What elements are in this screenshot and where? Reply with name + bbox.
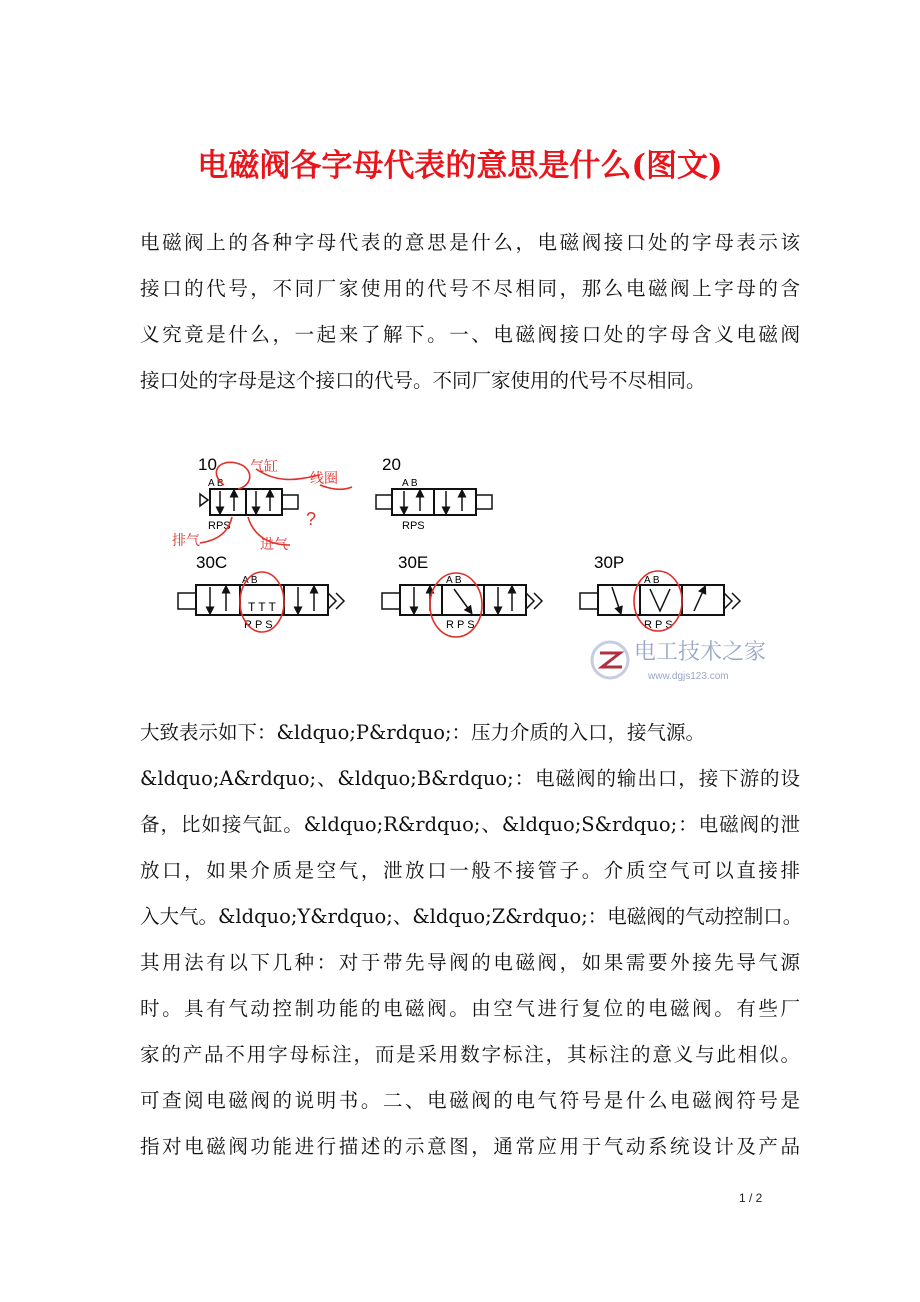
text-line: 义究竟是什么，一起来了解下。一、电磁阀接口处的字母含义电磁阀 (140, 323, 800, 346)
valve-diagram (170, 445, 770, 695)
page-number: 1 / 2 (739, 1191, 763, 1205)
annotation-text: 进气 (260, 536, 288, 552)
text-line: 接口处的字母是这个接口的代号。不同厂家使用的代号不尽相同。 (140, 369, 706, 392)
annotation-text: 排气 (172, 532, 200, 548)
valve-label: 30E (398, 553, 429, 572)
annotation-text: 气缸 (250, 458, 278, 474)
text-line: 家的产品不用字母标注，而是采用数字标注，其标注的意义与此相似。 (140, 1043, 800, 1066)
watermark-url: www.dgjs123.com (648, 671, 729, 682)
intro-paragraph (140, 220, 800, 404)
port-label: R P S (644, 619, 673, 631)
text-line: 指对电磁阀功能进行描述的示意图，通常应用于气动系统设计及产品 (140, 1135, 800, 1158)
text-line: 接口的代号，不同厂家使用的代号不尽相同，那么电磁阀上字母的含 (140, 277, 800, 300)
valve-10 (198, 455, 298, 532)
port-label: R P S (446, 619, 475, 631)
port-label: A B (446, 575, 462, 586)
text-line: &ldquo;A&rdquo;、&ldquo;B&rdquo;：电磁阀的输出口，接下游的设 (140, 767, 800, 790)
port-label: A B (644, 575, 660, 586)
document-title: 电磁阀各字母代表的意思是什么(图文) (197, 148, 723, 184)
port-label: A B (402, 478, 418, 489)
text-line: 大致表示如下：&ldquo;P&rdquo;：压力介质的入口，接气源。 (140, 721, 706, 744)
text-line: 备，比如接气缸。&ldquo;R&rdquo;、&ldquo;S&rdquo;：电磁阀的泄 (140, 813, 800, 836)
valve-20 (376, 455, 492, 532)
annotation-text: ? (306, 509, 317, 529)
port-label: RPS (208, 520, 231, 532)
valve-label: 10 (198, 455, 217, 474)
body-paragraph (140, 710, 803, 1170)
valve-30e (382, 553, 542, 631)
port-label: A B (242, 575, 258, 586)
valve-label: 20 (382, 455, 401, 474)
valve-label: 30P (594, 553, 625, 572)
valve-30p (580, 553, 740, 631)
text-line: 放口，如果介质是空气，泄放口一般不接管子。介质空气可以直接排 (140, 859, 800, 882)
annotation-text: 线圈 (310, 470, 338, 486)
port-label: R P S (244, 619, 273, 631)
port-label: RPS (402, 520, 425, 532)
text-line: 可查阅电磁阀的说明书。二、电磁阀的电气符号是什么电磁阀符号是 (140, 1089, 800, 1112)
valve-diagram-figure (170, 445, 770, 695)
text-line: 入大气。&ldquo;Y&rdquo;、&ldquo;Z&rdquo;：电磁阀的气动控制口。 (140, 905, 803, 928)
text-line: 时。具有气动控制功能的电磁阀。由空气进行复位的电磁阀。有些厂 (140, 997, 800, 1020)
watermark-name: 电工技术之家 (634, 639, 767, 664)
text-line: 电磁阀上的各种字母代表的意思是什么，电磁阀接口处的字母表示该 (140, 231, 800, 254)
valve-label: 30C (196, 553, 228, 572)
svg-text:T T T: T T T (248, 600, 276, 614)
watermark (592, 639, 766, 682)
valve-30c (178, 553, 344, 631)
port-label: A B (208, 478, 224, 489)
text-line: 其用法有以下几种：对于带先导阀的电磁阀，如果需要外接先导气源 (140, 951, 800, 974)
